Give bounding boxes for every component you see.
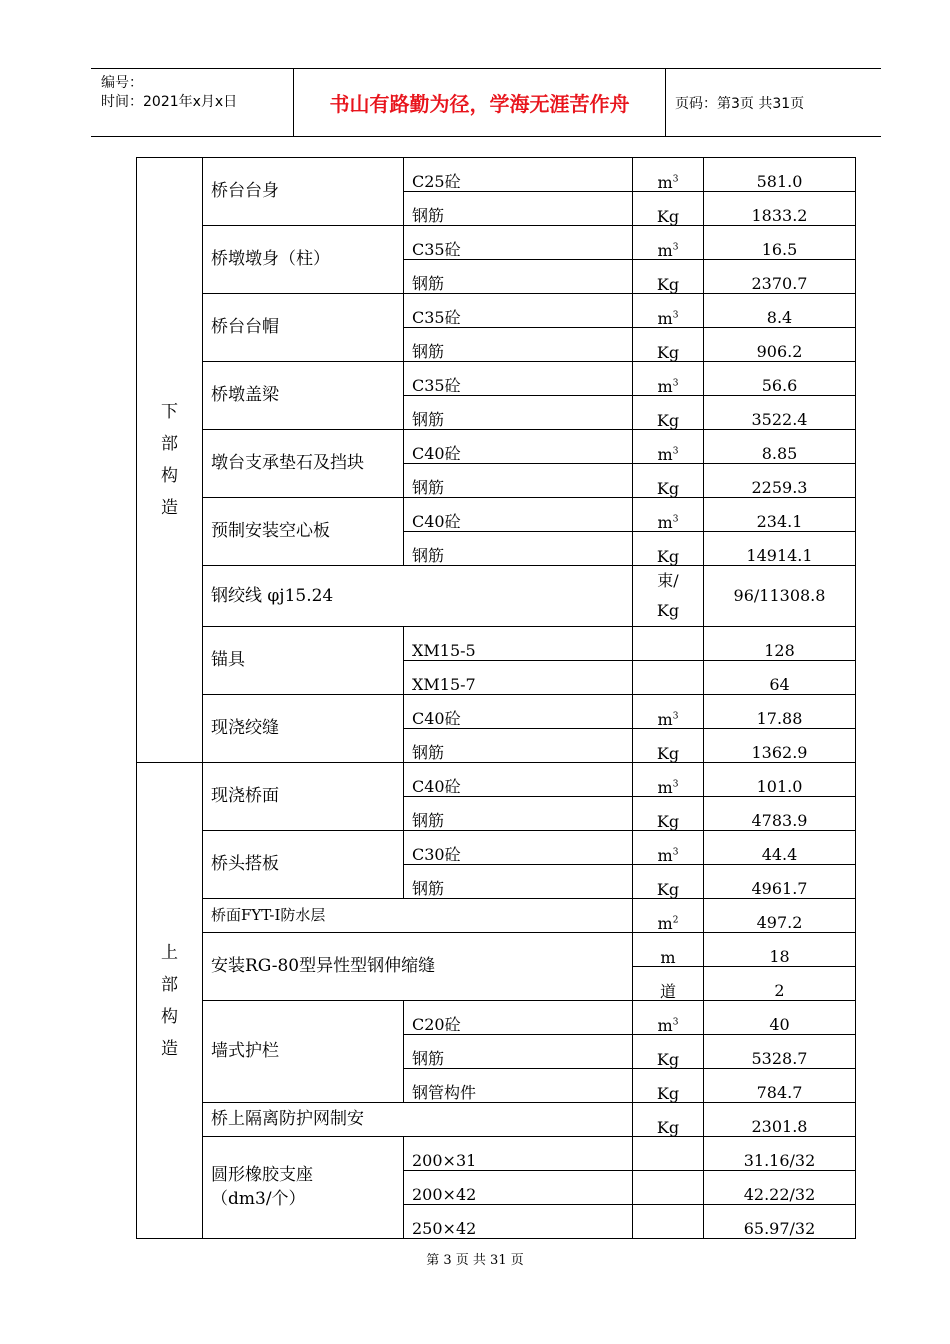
unit-text: m — [657, 1016, 673, 1035]
unit-cell — [633, 933, 704, 967]
section-char: 部 — [161, 974, 178, 995]
section-char: 造 — [161, 498, 178, 518]
value-cell: 1362.9 — [704, 729, 856, 763]
unit-text: m — [657, 377, 673, 396]
item-label — [203, 1137, 404, 1239]
unit-line: Kg — [656, 601, 680, 620]
item-label: 预制安装空心板 — [203, 498, 404, 566]
value-cell: 2 — [704, 967, 856, 1001]
value-cell: 1833.2 — [704, 192, 856, 226]
table-row — [137, 695, 856, 729]
value-cell: 17.88 — [704, 695, 856, 729]
item-label: 现浇桥面 — [203, 763, 404, 831]
unit-cell — [633, 729, 704, 763]
table-row — [137, 899, 856, 933]
value-cell: 16.5 — [704, 226, 856, 260]
unit-cell — [633, 899, 704, 933]
unit-exponent: 3 — [672, 310, 679, 321]
section-label — [137, 158, 203, 763]
value-cell: 581.0 — [704, 158, 856, 192]
unit-text: Kg — [656, 343, 680, 362]
item-label: 桥台台身 — [203, 158, 404, 226]
table-row — [137, 763, 856, 797]
unit-cell — [633, 226, 704, 260]
page-footer: 第 3 页 共 31 页 — [426, 1253, 524, 1268]
table-row — [137, 226, 856, 260]
value-cell: 18 — [704, 933, 856, 967]
spec-cell: C25砼 — [404, 158, 633, 192]
unit-exponent: 2 — [672, 915, 679, 926]
page-label: 页码：第3页 共31页 — [675, 95, 805, 112]
unit-text: m — [657, 309, 673, 328]
unit-text: Kg — [656, 812, 680, 831]
spec-cell: C35砼 — [404, 294, 633, 328]
unit-text: m — [657, 445, 673, 464]
unit-exponent: 3 — [672, 378, 679, 389]
spec-cell: 钢筋 — [404, 1035, 633, 1069]
unit-cell — [633, 865, 704, 899]
section-char: 上 — [161, 942, 178, 963]
spec-cell: XM15-5 — [404, 627, 633, 661]
unit-cell — [633, 1205, 704, 1239]
header-page — [667, 69, 881, 136]
spec-cell: 钢筋 — [404, 328, 633, 362]
unit-text: Kg — [656, 207, 680, 226]
spec-cell: C35砼 — [404, 362, 633, 396]
spec-cell: 钢筋 — [404, 192, 633, 226]
unit-cell — [633, 1171, 704, 1205]
table-row — [137, 1001, 856, 1035]
unit-text: Kg — [656, 744, 680, 763]
table-row — [137, 831, 856, 865]
value-cell: 128 — [704, 627, 856, 661]
spec-cell: C40砼 — [404, 695, 633, 729]
spec-cell: 钢筋 — [404, 260, 633, 294]
unit-cell — [633, 328, 704, 362]
value-cell: 31.16/32 — [704, 1137, 856, 1171]
spec-cell: 钢筋 — [404, 532, 633, 566]
unit-text: m — [660, 948, 676, 967]
spec-cell: 钢筋 — [404, 396, 633, 430]
section-char: 构 — [161, 466, 178, 486]
unit-text: Kg — [656, 1050, 680, 1069]
table-row — [137, 1103, 856, 1137]
item-label: 桥墩盖梁 — [203, 362, 404, 430]
item-label: 桥头搭板 — [203, 831, 404, 899]
unit-text: Kg — [656, 275, 680, 294]
item-label: 安装RG-80型异性型钢伸缩缝 — [203, 933, 633, 1001]
spec-cell: 钢筋 — [404, 865, 633, 899]
unit-cell — [633, 1035, 704, 1069]
value-cell: 2370.7 — [704, 260, 856, 294]
table-row — [137, 362, 856, 396]
unit-exponent: 3 — [672, 242, 679, 253]
unit-text: m — [657, 778, 673, 797]
item-label: 锚具 — [203, 627, 404, 695]
value-cell: 56.6 — [704, 362, 856, 396]
header-motto: 书山有路勤为径，学海无涯苦作舟 — [294, 69, 666, 136]
unit-exponent: 3 — [672, 847, 679, 858]
spec-cell: C40砼 — [404, 430, 633, 464]
unit-text: Kg — [656, 479, 680, 498]
unit-cell — [633, 1069, 704, 1103]
unit-cell — [633, 627, 704, 661]
unit-text: m — [657, 710, 673, 729]
unit-text: Kg — [656, 411, 680, 430]
value-cell: 2259.3 — [704, 464, 856, 498]
unit-cell — [633, 763, 704, 797]
unit-cell — [633, 396, 704, 430]
unit-cell — [633, 294, 704, 328]
unit-cell — [633, 498, 704, 532]
item-label: 墩台支承垫石及挡块 — [203, 430, 404, 498]
value-cell: 2301.8 — [704, 1103, 856, 1137]
unit-text: m — [657, 914, 673, 933]
value-cell: 101.0 — [704, 763, 856, 797]
section-chars — [161, 396, 178, 524]
spec-cell: 钢管构件 — [404, 1069, 633, 1103]
item-label-line: 圆形橡胶支座 — [211, 1165, 313, 1185]
spec-cell: C20砼 — [404, 1001, 633, 1035]
section-chars — [161, 937, 178, 1065]
unit-exponent: 3 — [672, 514, 679, 525]
unit-cell — [633, 362, 704, 396]
unit-cell — [633, 532, 704, 566]
value-cell: 906.2 — [704, 328, 856, 362]
value-cell: 65.97/32 — [704, 1205, 856, 1239]
value-cell: 8.85 — [704, 430, 856, 464]
unit-cell — [633, 661, 704, 695]
unit-cell — [633, 260, 704, 294]
header-meta — [91, 69, 294, 136]
spec-cell: 200×31 — [404, 1137, 633, 1171]
spec-cell: XM15-7 — [404, 661, 633, 695]
item-label: 现浇绞缝 — [203, 695, 404, 763]
item-label: 桥墩墩身（柱） — [203, 226, 404, 294]
unit-cell — [633, 464, 704, 498]
value-cell: 497.2 — [704, 899, 856, 933]
unit-text: Kg — [656, 547, 680, 566]
unit-text: m — [657, 513, 673, 532]
spec-cell: 钢筋 — [404, 797, 633, 831]
unit-cell — [633, 695, 704, 729]
table-row — [137, 1137, 856, 1171]
unit-text: 道 — [659, 982, 676, 1001]
unit-exponent: 3 — [672, 711, 679, 722]
spec-cell: 钢筋 — [404, 729, 633, 763]
unit-text: m — [657, 846, 673, 865]
value-cell: 40 — [704, 1001, 856, 1035]
value-cell: 42.22/32 — [704, 1171, 856, 1205]
spec-cell: C35砼 — [404, 226, 633, 260]
unit-cell — [633, 1001, 704, 1035]
item-label: 桥面FYT-I防水层 — [203, 899, 633, 933]
spec-cell: C40砼 — [404, 763, 633, 797]
value-cell: 14914.1 — [704, 532, 856, 566]
unit-cell — [633, 566, 704, 627]
serial-label: 编号： — [101, 75, 143, 91]
value-cell: 96/11308.8 — [704, 566, 856, 627]
value-cell: 784.7 — [704, 1069, 856, 1103]
section-char: 造 — [161, 1038, 178, 1059]
section-char: 部 — [161, 434, 178, 454]
unit-cell — [633, 831, 704, 865]
unit-text: Kg — [656, 880, 680, 899]
unit-text: Kg — [656, 1084, 680, 1103]
spec-cell: 钢筋 — [404, 464, 633, 498]
value-cell: 4961.7 — [704, 865, 856, 899]
section-char: 下 — [161, 402, 178, 422]
unit-text: Kg — [656, 1118, 680, 1137]
unit-cell — [633, 192, 704, 226]
unit-exponent: 3 — [672, 1017, 679, 1028]
item-label: 桥台台帽 — [203, 294, 404, 362]
unit-cell — [633, 430, 704, 464]
unit-text: m — [657, 173, 673, 192]
item-label: 墙式护栏 — [203, 1001, 404, 1103]
unit-cell — [633, 797, 704, 831]
value-cell: 3522.4 — [704, 396, 856, 430]
value-cell: 64 — [704, 661, 856, 695]
unit-cell — [633, 967, 704, 1001]
unit-cell — [633, 158, 704, 192]
item-label-line: （dm3/个） — [211, 1189, 306, 1209]
unit-exponent: 3 — [672, 174, 679, 185]
value-cell: 44.4 — [704, 831, 856, 865]
spec-cell: C30砼 — [404, 831, 633, 865]
unit-cell — [633, 1103, 704, 1137]
unit-line: 束/ — [657, 571, 679, 590]
page-header — [91, 68, 881, 137]
section-char: 构 — [161, 1006, 178, 1027]
date-label: 时间：2021年x月x日 — [101, 94, 238, 110]
unit-text: m — [657, 241, 673, 260]
item-label: 桥上隔离防护网制安 — [203, 1103, 633, 1137]
table-row — [137, 498, 856, 532]
table-row — [137, 158, 856, 192]
spec-cell: 200×42 — [404, 1171, 633, 1205]
table-row — [137, 933, 856, 967]
value-cell: 234.1 — [704, 498, 856, 532]
spec-cell: C40砼 — [404, 498, 633, 532]
spec-cell: 250×42 — [404, 1205, 633, 1239]
unit-exponent: 3 — [672, 779, 679, 790]
unit-exponent: 3 — [672, 446, 679, 457]
value-cell: 8.4 — [704, 294, 856, 328]
section-label — [137, 763, 203, 1239]
quantity-table — [136, 157, 856, 1239]
table-row — [137, 294, 856, 328]
table-row — [137, 430, 856, 464]
value-cell: 5328.7 — [704, 1035, 856, 1069]
unit-cell — [633, 1137, 704, 1171]
item-label: 钢绞线 φj15.24 — [203, 566, 633, 627]
value-cell: 4783.9 — [704, 797, 856, 831]
table-row — [137, 627, 856, 661]
